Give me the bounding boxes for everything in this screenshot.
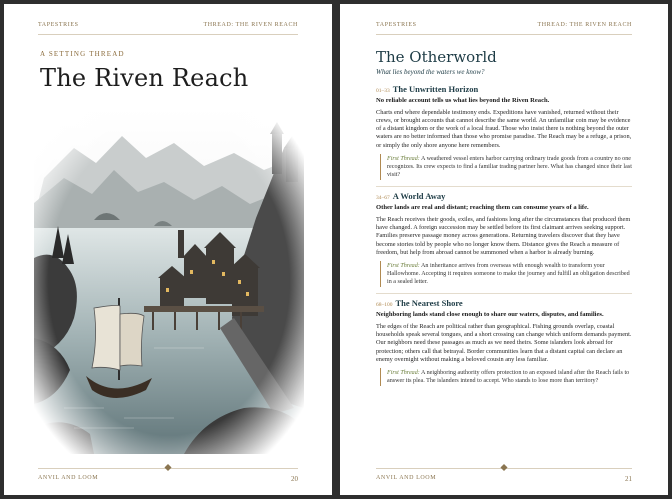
diamond-ornament-icon xyxy=(500,464,507,471)
header-rule xyxy=(38,34,298,35)
roll-range: 34–67 xyxy=(376,195,390,202)
section-page-title: The Otherworld xyxy=(376,48,497,66)
page-number: 21 xyxy=(625,475,632,483)
page-footer xyxy=(38,468,298,483)
footer-rule xyxy=(376,468,632,469)
running-head-left: TAPESTRIES xyxy=(38,22,79,28)
first-thread-callout xyxy=(380,368,632,386)
section-lead: Neighboring lands stand close enough to share our waters, disputes, and families. xyxy=(376,311,604,319)
running-header xyxy=(38,22,298,28)
callout-label: First Thread: xyxy=(387,370,420,377)
callout-text: A neighboring authority offers protection to an exposed island after the Reach fails to answer its plea. The islanders intend to accept. Who stands to lose more than territory? xyxy=(387,370,630,385)
section-body: The Reach receives their goods, exiles, and fashions long after the circumstances that produced them have changed. A foreign succession may be settled before its first claimant arrives seeking support. Families preserve passage money across generations. Returning travelers discover that they have become stories told by people who no longer know them. Distance gives the Reach a measure of freedom, but help from abroad cannot be summoned when a harbor is already burning. xyxy=(376,215,631,256)
table-section xyxy=(376,298,632,386)
page-number: 20 xyxy=(291,475,298,483)
right-page xyxy=(340,4,668,495)
section-heading: The Nearest Shore xyxy=(395,298,463,309)
footer-publisher: ANVIL AND LOOM xyxy=(376,475,437,481)
harbor-illustration xyxy=(34,108,304,454)
footer-rule xyxy=(38,468,298,469)
right-content xyxy=(376,42,632,392)
callout-label: First Thread: xyxy=(387,156,420,163)
diamond-ornament-icon xyxy=(164,464,171,471)
left-page xyxy=(4,4,332,495)
page-footer xyxy=(376,468,632,483)
header-rule xyxy=(376,34,632,35)
running-head-right: THREAD: THE RIVEN REACH xyxy=(537,22,632,28)
roll-range: 01–33 xyxy=(376,88,390,94)
section-page-subtitle: What lies beyond the waters we know? xyxy=(376,68,485,76)
footer-publisher: ANVIL AND LOOM xyxy=(38,475,99,481)
section-divider xyxy=(376,293,632,294)
page-title: The Riven Reach xyxy=(40,64,249,92)
first-thread-callout xyxy=(380,261,632,287)
section-heading: The Unwritten Horizon xyxy=(392,84,479,94)
section-lead: No reliable account tells us what lies beyond the Riven Reach. xyxy=(376,97,550,104)
callout-text: A weathered vessel enters harbor carrying ordinary trade goods from a country no one recognizes. Its crew expects to find a familiar trading partner here. What has changed since their last visit? xyxy=(387,156,632,179)
callout-label: First Thread: xyxy=(387,263,420,270)
section-body: Charts end where dependable testimony ends. Expeditions have vanished, returned without their crews, or brought accounts that cannot describe the same world. An unfamiliar coin may be evidence of a distant kingdom or the work of a local fraud. Those who insist there is nothing beyond the outer waters are no better informed than those who promise paradise. The Reach may be a refuge, a prison, or simply the only shore anyone here remembers. xyxy=(376,108,632,149)
callout-text: An inheritance arrives from overseas with enough wealth to transform your Hallowhome. Accepting it requires someone to make the journey and fulfill an obligation described in a sealed letter. xyxy=(387,263,630,286)
first-thread-callout xyxy=(380,154,632,180)
running-head-left: TAPESTRIES xyxy=(376,22,417,28)
table-section xyxy=(376,84,632,180)
table-section xyxy=(376,191,632,287)
section-heading: A World Away xyxy=(392,191,446,202)
eyebrow-label: A SETTING THREAD xyxy=(40,50,125,58)
running-head-right: THREAD: THE RIVEN REACH xyxy=(203,22,298,28)
roll-range: 68–100 xyxy=(376,302,393,309)
section-body: The edges of the Reach are political rather than geographical. Fishing grounds overlap, coastal households speak several tongues, and a short crossing can change which uniform demands payment. Our neighbors need these passages as much as we need theirs. Some islanders look abroad for protection; others call that betrayal. Border communities learn that a distant capital can declare an enemy overnight without making a beloved cousin any less familiar. xyxy=(376,322,632,364)
section-divider xyxy=(376,186,632,187)
running-header xyxy=(376,22,632,28)
section-lead: Other lands are real and distant; reaching them can consume years of a life. xyxy=(376,204,589,212)
